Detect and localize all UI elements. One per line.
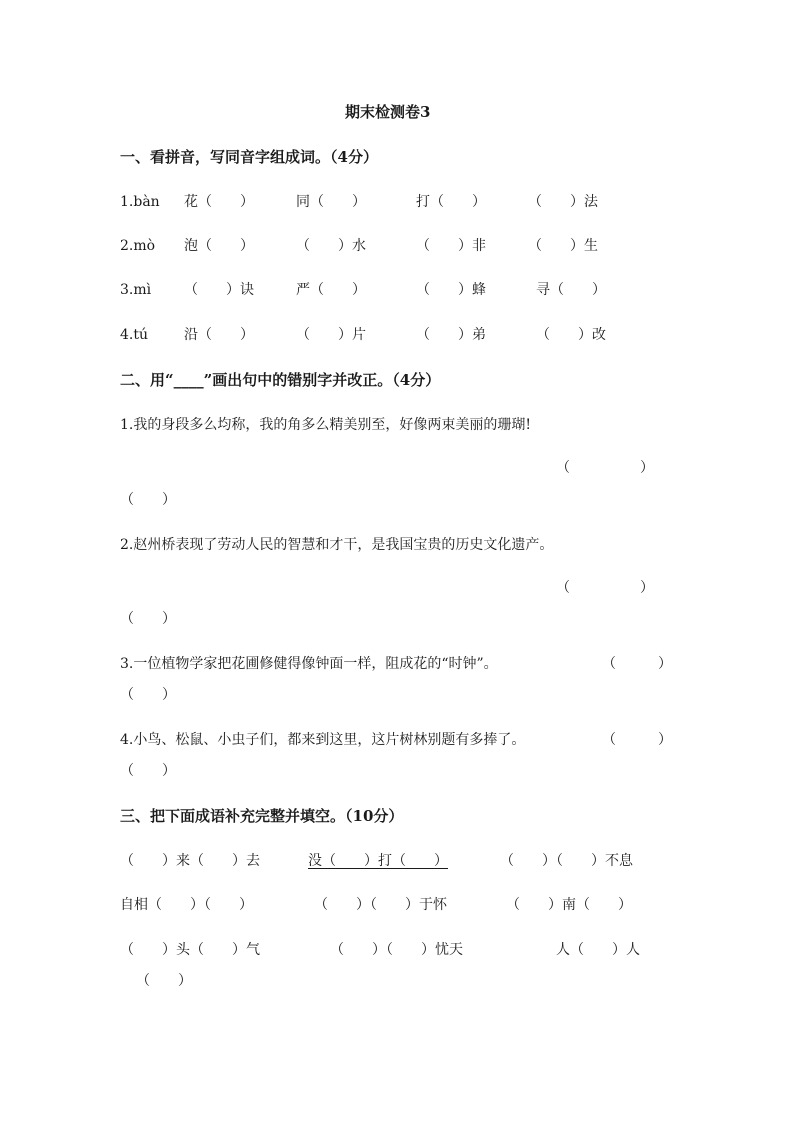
question-text: 1.我的身段多么均称，我的角多么精美别至，好像两束美丽的珊瑚!	[120, 417, 531, 433]
idiom-blank: （ ）（ ）于怀	[314, 897, 447, 913]
blank-cell: （ ）改	[536, 327, 606, 343]
answer-blank: （ ）	[556, 580, 654, 596]
idiom-blank: 人（ ）人	[556, 942, 640, 958]
answer-blank: （ ）	[120, 763, 176, 779]
section-2-heading: 二、用“____”画出句中的错别字并改正。（4分）	[120, 371, 441, 389]
answer-blank: （ ）	[120, 687, 176, 703]
pinyin-label: 4.tú	[120, 327, 148, 343]
answer-blank: （ ）	[120, 611, 176, 627]
idiom-blank: （ ）头（ ）气	[120, 942, 260, 958]
answer-blank: （ ）	[556, 460, 654, 476]
blank-cell: 泡（ ）	[184, 238, 254, 254]
blank-cell: 严（ ）	[296, 282, 366, 298]
blank-cell: （ ）法	[528, 194, 598, 210]
blank-cell: 花（ ）	[184, 194, 254, 210]
question-text: 2.赵州桥表现了劳动人民的智慧和才干，是我国宝贵的历史文化遗产。	[120, 537, 554, 553]
blank-cell: （ ）生	[528, 238, 598, 254]
blank-cell: （ ）诀	[184, 282, 254, 298]
idiom-blank: （ ）南（ ）	[506, 897, 632, 913]
question-text: 4.小鸟、松鼠、小虫子们，都来到这里，这片树林别题有多捧了。	[120, 732, 526, 748]
idiom-blank: 自相（ ）（ ）	[120, 897, 253, 913]
pinyin-label: 1.bàn	[120, 194, 160, 210]
idiom-blank: （ ）来（ ）去	[120, 853, 260, 869]
blank-cell: 打（ ）	[416, 194, 486, 210]
idiom-blank: （ ）（ ）不息	[500, 853, 633, 869]
answer-blank: （ ）	[602, 732, 672, 748]
page-title: 期末检测卷3	[345, 103, 431, 121]
blank-cell: 同（ ）	[296, 194, 366, 210]
idiom-blank: （ ）	[136, 973, 192, 989]
blank-cell: （ ）非	[416, 238, 486, 254]
section-3-heading: 三、把下面成语补充完整并填空。（10分）	[120, 807, 404, 825]
blank-cell: 沿（ ）	[184, 327, 254, 343]
section-1-heading: 一、看拼音，写同音字组成词。（4分）	[120, 148, 378, 166]
blank-cell: （ ）水	[296, 238, 366, 254]
idiom-blank: （ ）（ ）忧天	[330, 942, 463, 958]
blank-cell: （ ）蜂	[416, 282, 486, 298]
answer-blank: （ ）	[602, 656, 672, 672]
blank-cell: （ ）片	[296, 327, 366, 343]
idiom-blank: 没（ ）打（ ）	[308, 853, 448, 869]
answer-blank: （ ）	[120, 492, 176, 508]
question-text: 3.一位植物学家把花圃修健得像钟面一样，阻成花的“时钟”。	[120, 656, 498, 672]
pinyin-label: 3.mì	[120, 282, 152, 298]
pinyin-label: 2.mò	[120, 238, 156, 254]
blank-cell: 寻（ ）	[536, 282, 606, 298]
blank-cell: （ ）弟	[416, 327, 486, 343]
